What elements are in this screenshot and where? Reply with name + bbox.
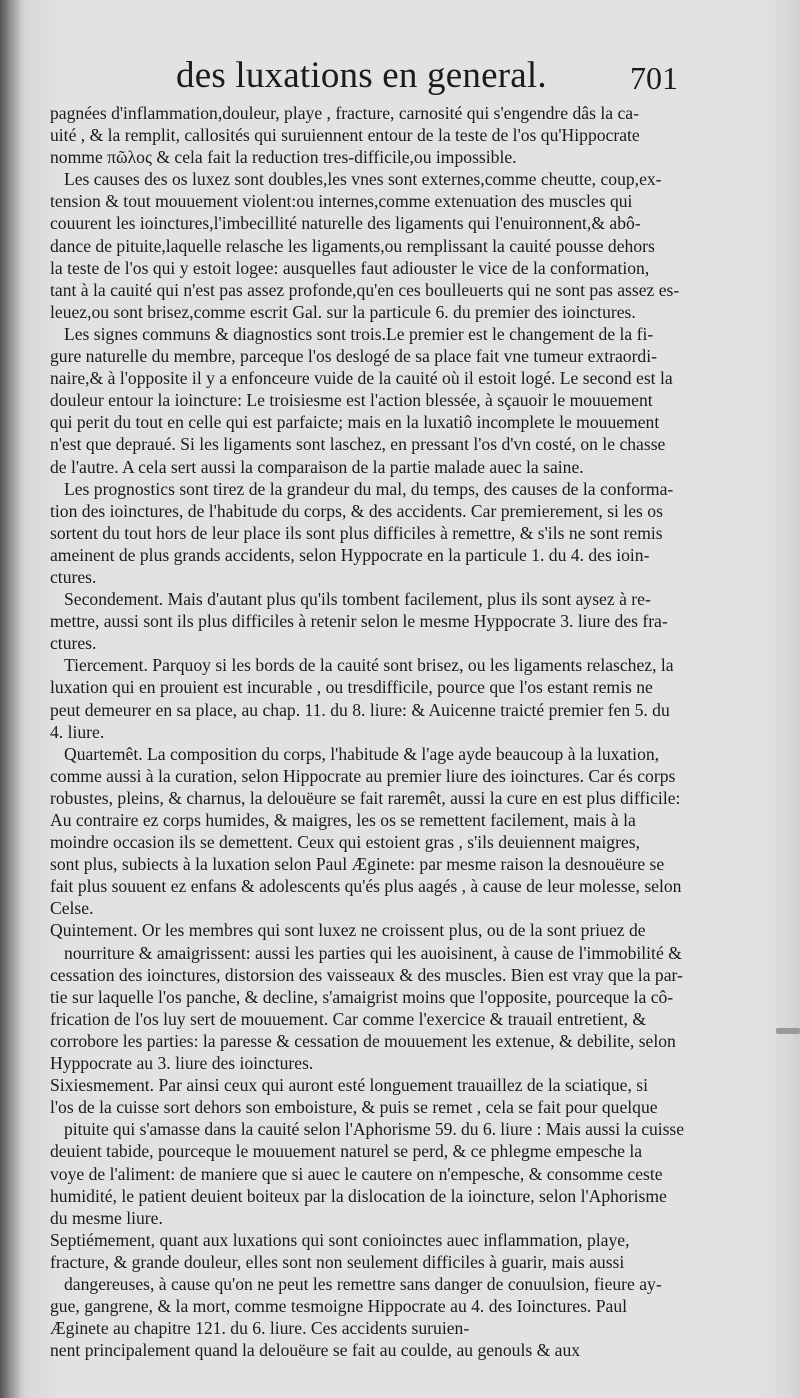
body-text [50, 102, 698, 1361]
text-line: Hyppocrate au 3. liure des ioinctures. [50, 1053, 314, 1074]
text-line: tant à la cauité qui n'est pas assez profonde,qu'en ces boulleuerts qui ne sont pas assez es- [50, 279, 680, 300]
text-line: Septiémement, quant aux luxations qui sont conioinctes auec inflammation, playe, [50, 1229, 630, 1250]
text-line: moindre occasion ils se demettent. Ceux qui estoient gras , s'ils deuiennent maigres, [50, 832, 640, 853]
text-line: qui perit du tout en celle qui est parfaicte; mais en la luxatiô incomplete le mouuement [50, 412, 660, 433]
text-line: nent principalement quand la delouëure se fait au coulde, au genouls & aux [50, 1340, 581, 1361]
text-line: du mesme liure. [50, 1207, 163, 1228]
text-line: douleur entour la ioincture: Le troisiesme est l'action blessée, à sçauoir le mouuement [50, 390, 653, 411]
running-title: des luxations en general. [176, 55, 547, 96]
text-line: deuient tabide, pourceque le mouuement naturel se perd, & ce phlegme empesche la [50, 1141, 643, 1162]
text-line: sortent du tout hors de leur place ils sont plus difficiles à remettre, & s'ils ne sont remis [50, 522, 663, 543]
text-line: de l'autre. A cela sert aussi la comparaison de la partie malade auec la saine. [50, 456, 584, 477]
text-line: Les signes communs & diagnostics sont trois.Le premier est le changement de la fi- [64, 323, 654, 344]
text-line: nomme πῶλος & cela fait la reduction tres-difficile,ou impossible. [50, 147, 517, 168]
page-header [0, 52, 800, 102]
text-line: couurent les ioinctures,l'imbecillité naturelle des ligaments qui l'enuironnent,& abô- [50, 213, 641, 234]
text-line: Sixiesmement. Par ainsi ceux qui auront esté longuement trauaillez de la sciatique, si [50, 1075, 649, 1096]
text-line: gue, gangrene, & la mort, comme tesmoigne Hippocrate au 4. des Ioinctures. Paul [50, 1296, 628, 1317]
text-line: fracture, & grande douleur, elles sont non seulement difficiles à guarir, mais aussi [50, 1251, 625, 1272]
text-line: peut demeurer en sa place, au chap. 11. du 8. liure: & Auicenne traicté premier fen 5. du [50, 699, 670, 720]
text-line: cessation des ioinctures, distorsion des vaisseaux & des muscles. Bien est vray que la par- [50, 964, 683, 985]
text-line: pagnées d'inflammation,douleur, playe , fracture, carnosité qui s'engendre dâs la ca- [50, 103, 639, 123]
text-line: naire,& à l'opposite il y a enfonceure vuide de la cauité où il estoit logé. Le second est la [50, 368, 673, 389]
text-line: comme aussi à la curation, selon Hippocrate au premier liure des ioinctures. Car és corps [50, 765, 676, 786]
text-line: ameinent de plus grands accidents, selon Hyppocrate en la particule 1. du 4. des ioin- [50, 544, 650, 565]
text-line: leuez,ou sont brisez,comme escrit Gal. sur la particule 6. du premier des ioinctures. [50, 301, 636, 322]
text-line: dance de pituite,laquelle relasche les ligaments,ou remplissant la cauité pousse dehors [50, 235, 655, 256]
text-line: ctures. [50, 633, 97, 654]
text-line: mettre, aussi sont ils plus difficiles à retenir selon le mesme Hyppocrate 3. liure des fra- [50, 611, 668, 632]
text-line: sont plus, subiects à la luxation selon Paul Æginete: par mesme raison la desnouëure se [50, 854, 665, 875]
text-line: frication de l'os luy sert de mouuement. Car comme l'exercice & trauail entretient, & [50, 1008, 647, 1029]
text-line: l'os de la cuisse sort dehors son emboisture, & puis se remet , cela se fait pour quelque [50, 1097, 658, 1118]
text-line: Tiercement. Parquoy si les bords de la cauité sont brisez, ou les ligaments relaschez, la [64, 655, 674, 676]
text-line: tie sur laquelle l'os panche, & decline, s'amaigrist moins que l'opposite, pourceque la cô- [50, 986, 674, 1007]
text-line: Quartemêt. La composition du corps, l'habitude & l'age ayde beaucoup à la luxation, [64, 743, 660, 764]
text-line: tension & tout mouuement violent:ou internes,comme extenuation des muscles qui [50, 191, 633, 212]
text-line: Au contraire ez corps humides, & maigres, les os se remettent facilement, mais à la [50, 810, 636, 830]
text-line: luxation qui en prouient est incurable , ou tresdifficile, pource que l'os estant remis ne [50, 677, 653, 698]
text-line: Æginete au chapitre 121. du 6. liure. Ces accidents suruien- [50, 1318, 470, 1339]
text-line: la teste de l'os qui y estoit logee: ausquelles faut adiouster le vice de la conformation, [50, 257, 650, 278]
text-line: voye de l'aliment: de maniere que si auec le cautere on n'empesche, & consomme ceste [50, 1163, 663, 1184]
text-line: Les causes des os luxez sont doubles,les vnes sont externes,comme cheutte, coup,ex- [64, 169, 662, 190]
page-number: 701 [630, 60, 678, 96]
text-line: tion des ioinctures, de l'habitude du corps, & des accidents. Car premierement, si les os [50, 500, 663, 521]
text-line: robustes, pleins, & charnus, la delouëure se fait raremêt, aussi la cure en est plus difficile: [50, 787, 681, 808]
text-line: Quintement. Or les membres qui sont luxez ne croissent plus, ou de la sont priuez de [50, 920, 646, 941]
spine-shadow [0, 0, 22, 1398]
text-line: n'est que depraué. Si les ligaments sont laschez, en pressant l'os d'vn costé, on le chasse [50, 434, 666, 455]
text-line: pituite qui s'amasse dans la cauité selon l'Aphorisme 59. du 6. liure : Mais aussi la cuisse [64, 1119, 684, 1140]
text-line: nourriture & amaigrissent: aussi les parties qui les auoisinent, à cause de l'immobilité & [64, 942, 682, 963]
text-line: Les prognostics sont tirez de la grandeur du mal, du temps, des causes de la conforma- [64, 478, 674, 499]
text-line: 4. liure. [50, 721, 105, 742]
text-line: humidité, le patient deuient boiteux par la dislocation de la ioincture, selon l'Aphorisme [50, 1185, 667, 1206]
text-line: uité , & la remplit, callosités qui suruiennent entour de la teste de l'os qu'Hippocrate [50, 125, 640, 146]
margin-mark [776, 1028, 800, 1034]
text-line: corrobore les parties: la paresse & cessation de mouuement les extenue, & debilite, selon [50, 1030, 676, 1051]
text-line: Secondement. Mais d'autant plus qu'ils tombent facilement, plus ils sont aysez à re- [64, 589, 651, 610]
text-line: ctures. [50, 566, 97, 587]
text-line: dangereuses, à cause qu'on ne peut les remettre sans danger de conuulsion, fieure ay- [64, 1273, 662, 1294]
text-line: gure naturelle du membre, parceque l'os deslogé de sa place fait vne tumeur extraordi- [50, 346, 657, 367]
text-line: fait plus souuent ez enfans & adolescents qu'és plus aagés , à cause de leur molesse, selon [50, 876, 682, 897]
text-line: Celse. [50, 898, 94, 919]
